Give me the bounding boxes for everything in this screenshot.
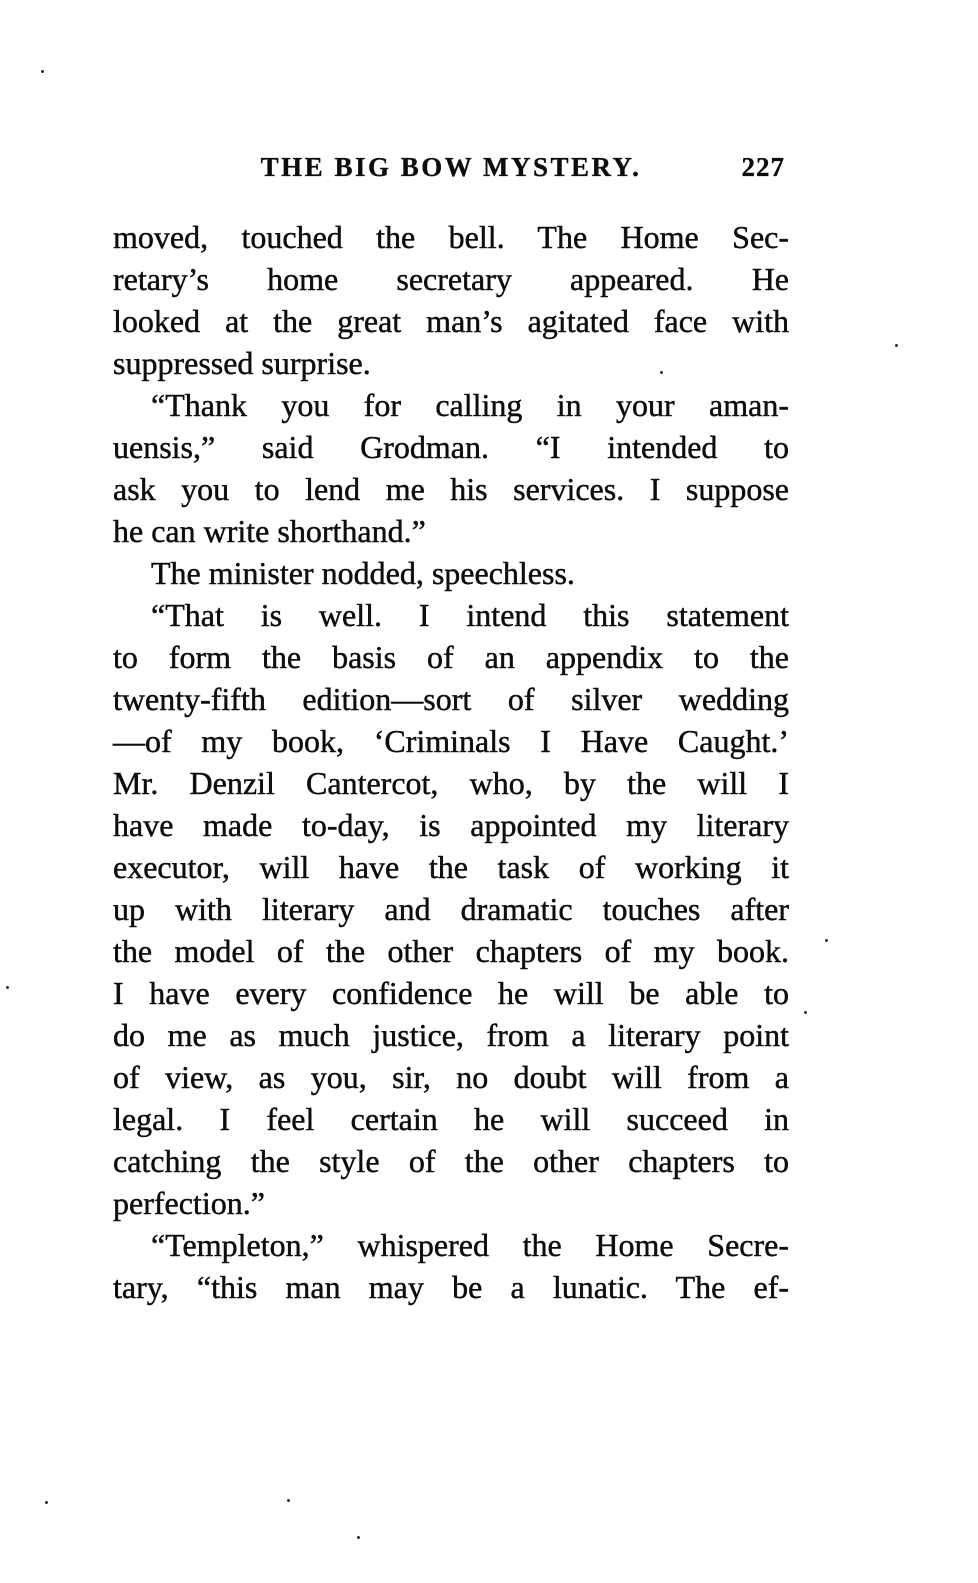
body-text: [113, 216, 789, 1308]
text-line: to form the basis of an appendix to the: [113, 639, 789, 675]
text-line: moved, touched the bell. The Home Sec-: [113, 219, 789, 255]
text-line: perfection.”: [113, 1185, 265, 1221]
text-line: Mr. Denzil Cantercot, who, by the will I: [113, 765, 789, 801]
text-line: up with literary and dramatic touches after: [113, 891, 789, 927]
running-title: THE BIG BOW MYSTERY.: [260, 152, 642, 182]
text-line: “That is well. I intend this statement: [151, 597, 789, 633]
page-number: 227: [741, 152, 785, 182]
text-line: retary’s home secretary appeared. He: [113, 261, 789, 297]
text-line: the model of the other chapters of my book.: [113, 933, 789, 969]
text-line: “Thank you for calling in your aman-: [151, 387, 789, 423]
scan-speck: [45, 1501, 48, 1504]
text-line: ask you to lend me his services. I suppose: [113, 471, 789, 507]
text-line: —of my book, ‘Criminals I Have Caught.’: [113, 723, 789, 759]
scan-speck: [804, 1011, 807, 1014]
text-line: legal. I feel certain he will succeed in: [113, 1101, 789, 1137]
text-line: uensis,” said Grodman. “I intended to: [113, 429, 789, 465]
scan-speck: [825, 939, 828, 942]
text-line: tary, “this man may be a lunatic. The ef-: [113, 1269, 789, 1305]
text-line: of view, as you, sir, no doubt will from a: [113, 1059, 789, 1095]
scan-speck: [41, 70, 44, 73]
scan-speck: [6, 986, 9, 989]
text-line: looked at the great man’s agitated face with: [113, 303, 789, 339]
scan-speck: [895, 344, 898, 347]
text-line: have made to-day, is appointed my literary: [113, 807, 789, 843]
text-line: executor, will have the task of working it: [113, 849, 789, 885]
text-line: do me as much justice, from a literary point: [113, 1017, 789, 1053]
text-line: The minister nodded, speechless.: [151, 555, 575, 591]
text-line: suppressed surprise.: [113, 345, 371, 381]
scan-speck: [287, 1499, 290, 1502]
scan-speck: [357, 1536, 360, 1539]
text-line: I have every confidence he will be able to: [113, 975, 789, 1011]
text-line: “Templeton,” whispered the Home Secre-: [151, 1227, 789, 1263]
text-line: catching the style of the other chapters to: [113, 1143, 789, 1179]
text-line: he can write shorthand.”: [113, 513, 426, 549]
scan-speck: [660, 371, 663, 374]
page-header: [113, 152, 789, 192]
text-line: twenty-fifth edition—sort of silver wedding: [113, 681, 789, 717]
